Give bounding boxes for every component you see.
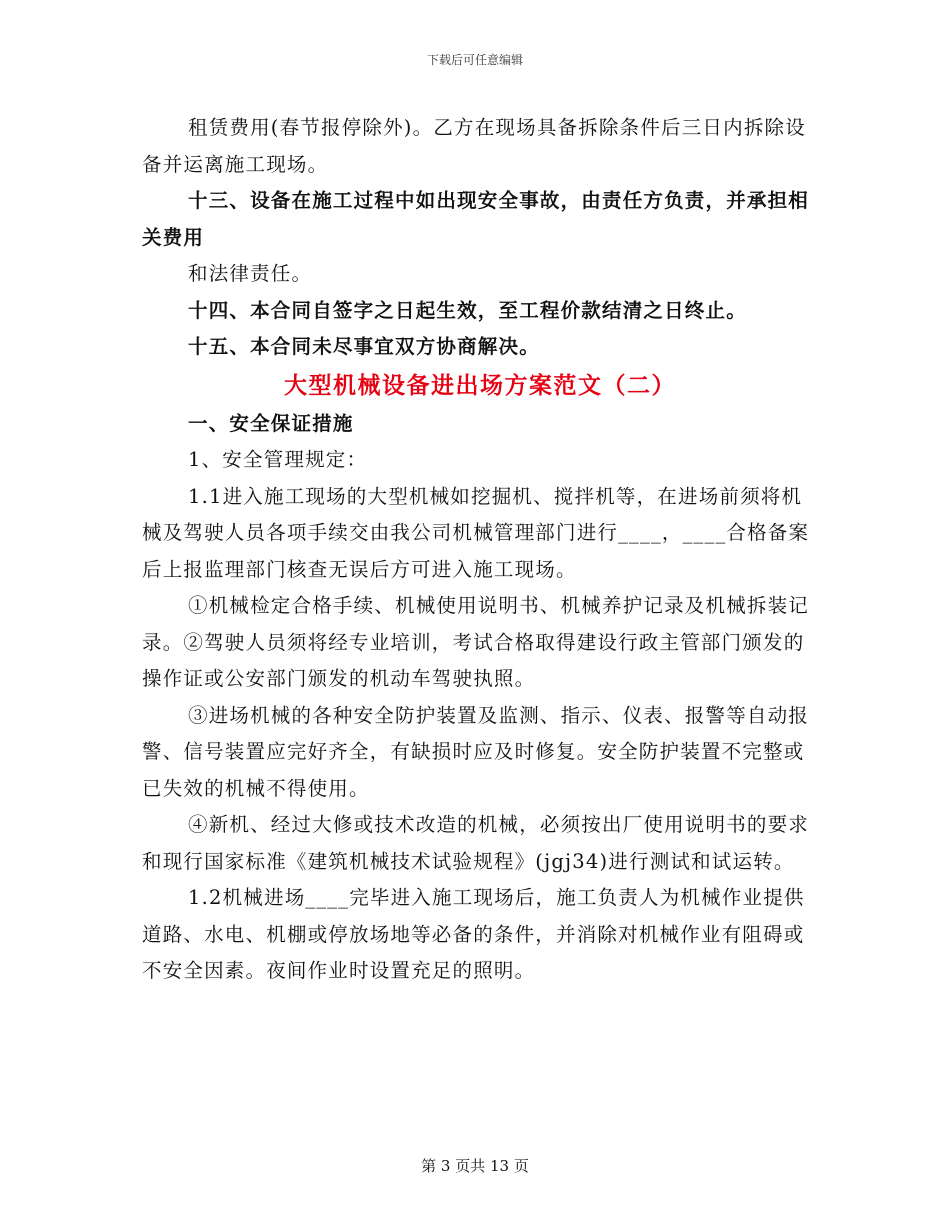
paragraph-rental-fee: 租赁费用(春节报停除外)。乙方在现场具备拆除条件后三日内拆除设备并运离施工现场。 [142,116,806,176]
page-header: 下载后可任意编辑 [426,53,523,67]
clause-13-continued: 和法律责任。 [188,262,313,285]
paragraph-1-2: 1.2机械进场____完毕进入施工现场后，施工负责人为机械作业提供道路、水电、机棚或停放场地等必备的条件，并消除对机械作业有阻碍或不安全因素。夜间作业时设置充足的照明。 [142,886,805,982]
heading-safety-measures: 一、安全保证措施 [188,411,354,435]
paragraph-1-1: 1.1进入施工现场的大型机械如挖掘机、搅拌机等，在进场前须将机械及驾驶人员各项手续交由我公司机械管理部门进行____，____合格备案后上报监理部门核查无误后方可进入施工现场。 [142,484,810,581]
paragraph-item-1-2: ①机械检定合格手续、机械使用说明书、机械养护记录及机械拆装记录。②驾驶人员须将经专业培训，考试合格取得建设行政主管部门颁发的操作证或公安部门颁发的机动车驾驶执照。 [142,594,810,690]
clause-15: 十五、本合同未尽事宜双方协商解决。 [188,335,540,358]
heading-safety-rules: 1、安全管理规定： [188,448,368,471]
document-body [142,110,818,990]
page-footer: 第 3 页共 13 页 [421,1157,529,1175]
clause-13: 十三、设备在施工过程中如出现安全事故，由责任方负责，并承担相关费用 [142,189,810,249]
section-heading: 大型机械设备进出场方案范文（二） [284,371,676,399]
paragraph-item-3: ③进场机械的各种安全防护装置及监测、指示、仪表、报警等自动报警、信号装置应完好齐全，有缺损时应及时修复。安全防护装置不完整或已失效的机械不得使用。 [142,703,810,800]
paragraph-item-4: ④新机、经过大修或技术改造的机械，必须按出厂使用说明书的要求和现行国家标准《建筑机械技术试验规程》(jgj34)进行测试和试运转。 [142,813,810,873]
clause-14: 十四、本合同自签字之日起生效，至工程价款结清之日终止。 [188,298,747,322]
